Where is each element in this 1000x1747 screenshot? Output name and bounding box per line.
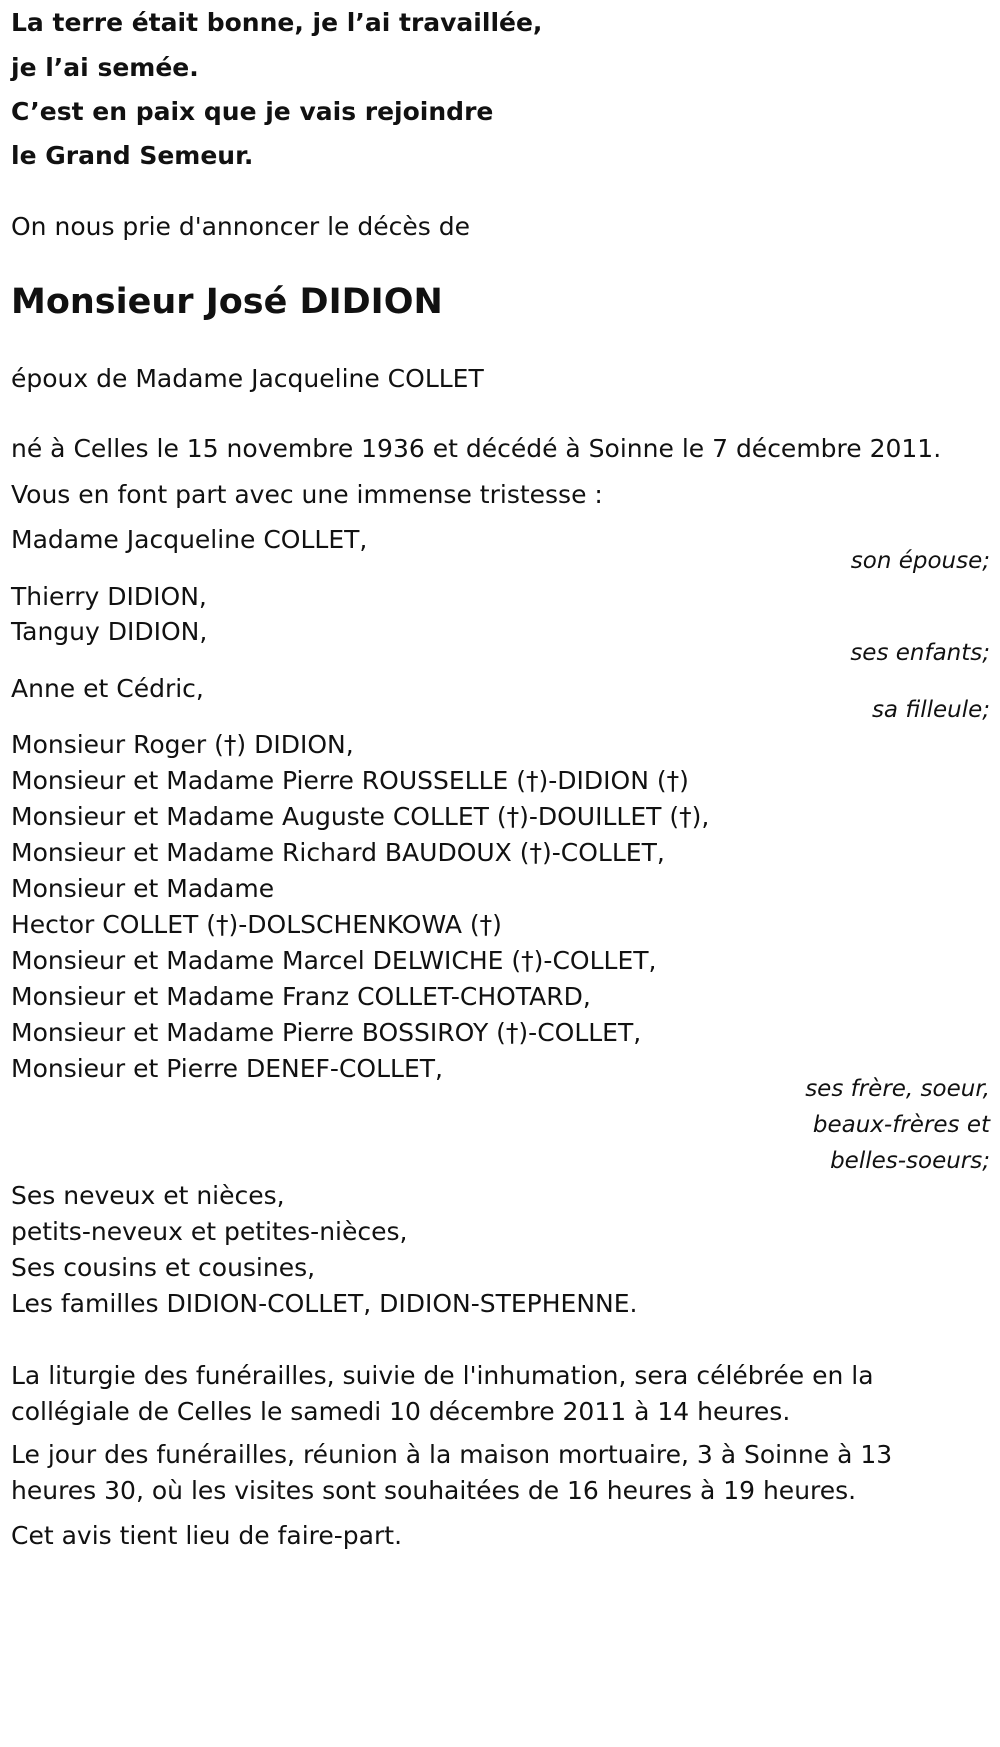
closing-line: Cet avis tient lieu de faire-part. <box>11 1521 403 1550</box>
announce-line: Vous en font part avec une immense tristesse : <box>11 480 603 509</box>
reunion-line-2: heures 30, où les visites sont souhaitées de 16 heures à 19 heures. <box>11 1476 857 1505</box>
family-name: Ses cousins et cousines, <box>11 1253 316 1282</box>
family-name: Les familles DIDION-COLLET, DIDION-STEPHENNE. <box>11 1289 638 1318</box>
family-name: Monsieur Roger (†) DIDION, <box>11 730 354 759</box>
family-name: Monsieur et Madame Pierre ROUSSELLE (†)-DIDION (†) <box>11 766 689 795</box>
family-role-goddaughter: sa filleule; <box>871 697 990 723</box>
family-name: petits-neveux et petites-nièces, <box>11 1217 408 1246</box>
family-name: Thierry DIDION, <box>11 582 207 611</box>
liturgy-line-1: La liturgie des funérailles, suivie de l'inhumation, sera célébrée en la <box>11 1361 874 1390</box>
family-role-siblings: beaux-frères et <box>812 1112 990 1138</box>
family-name: Tanguy DIDION, <box>11 617 208 646</box>
family-name: Monsieur et Madame Richard BAUDOUX (†)-COLLET, <box>11 838 665 867</box>
family-name: Anne et Cédric, <box>11 674 204 703</box>
family-name: Monsieur et Madame Franz COLLET-CHOTARD, <box>11 982 591 1011</box>
verse-line-2: je l’ai semée. <box>11 53 199 82</box>
liturgy-line-2: collégiale de Celles le samedi 10 décembre 2011 à 14 heures. <box>11 1397 791 1426</box>
family-role-siblings: belles-soeurs; <box>830 1148 990 1174</box>
family-name: Monsieur et Madame <box>11 874 275 903</box>
deceased-name: Monsieur José DIDION <box>11 282 443 322</box>
family-name: Madame Jacqueline COLLET, <box>11 525 368 554</box>
family-name: Monsieur et Pierre DENEF-COLLET, <box>11 1054 443 1083</box>
family-role-children: ses enfants; <box>850 640 990 666</box>
family-name: Hector COLLET (†)-DOLSCHENKOWA (†) <box>11 910 502 939</box>
family-role-siblings: ses frère, soeur, <box>805 1076 990 1102</box>
verse-line-3: C’est en paix que je vais rejoindre <box>11 97 494 126</box>
family-role-spouse: son épouse; <box>850 548 990 574</box>
intro-text: On nous prie d'annoncer le décès de <box>11 212 470 241</box>
spouse-line: époux de Madame Jacqueline COLLET <box>11 364 484 393</box>
family-name: Monsieur et Madame Marcel DELWICHE (†)-COLLET, <box>11 946 657 975</box>
family-name: Ses neveux et nièces, <box>11 1181 285 1210</box>
verse-line-1: La terre était bonne, je l’ai travaillée, <box>11 8 543 37</box>
reunion-line-1: Le jour des funérailles, réunion à la maison mortuaire, 3 à Soinne à 13 <box>11 1440 893 1469</box>
verse-line-4: le Grand Semeur. <box>11 141 254 170</box>
family-name: Monsieur et Madame Auguste COLLET (†)-DOUILLET (†), <box>11 802 710 831</box>
family-name: Monsieur et Madame Pierre BOSSIROY (†)-COLLET, <box>11 1018 642 1047</box>
birth-death-line: né à Celles le 15 novembre 1936 et décédé à Soinne le 7 décembre 2011. <box>11 434 942 463</box>
